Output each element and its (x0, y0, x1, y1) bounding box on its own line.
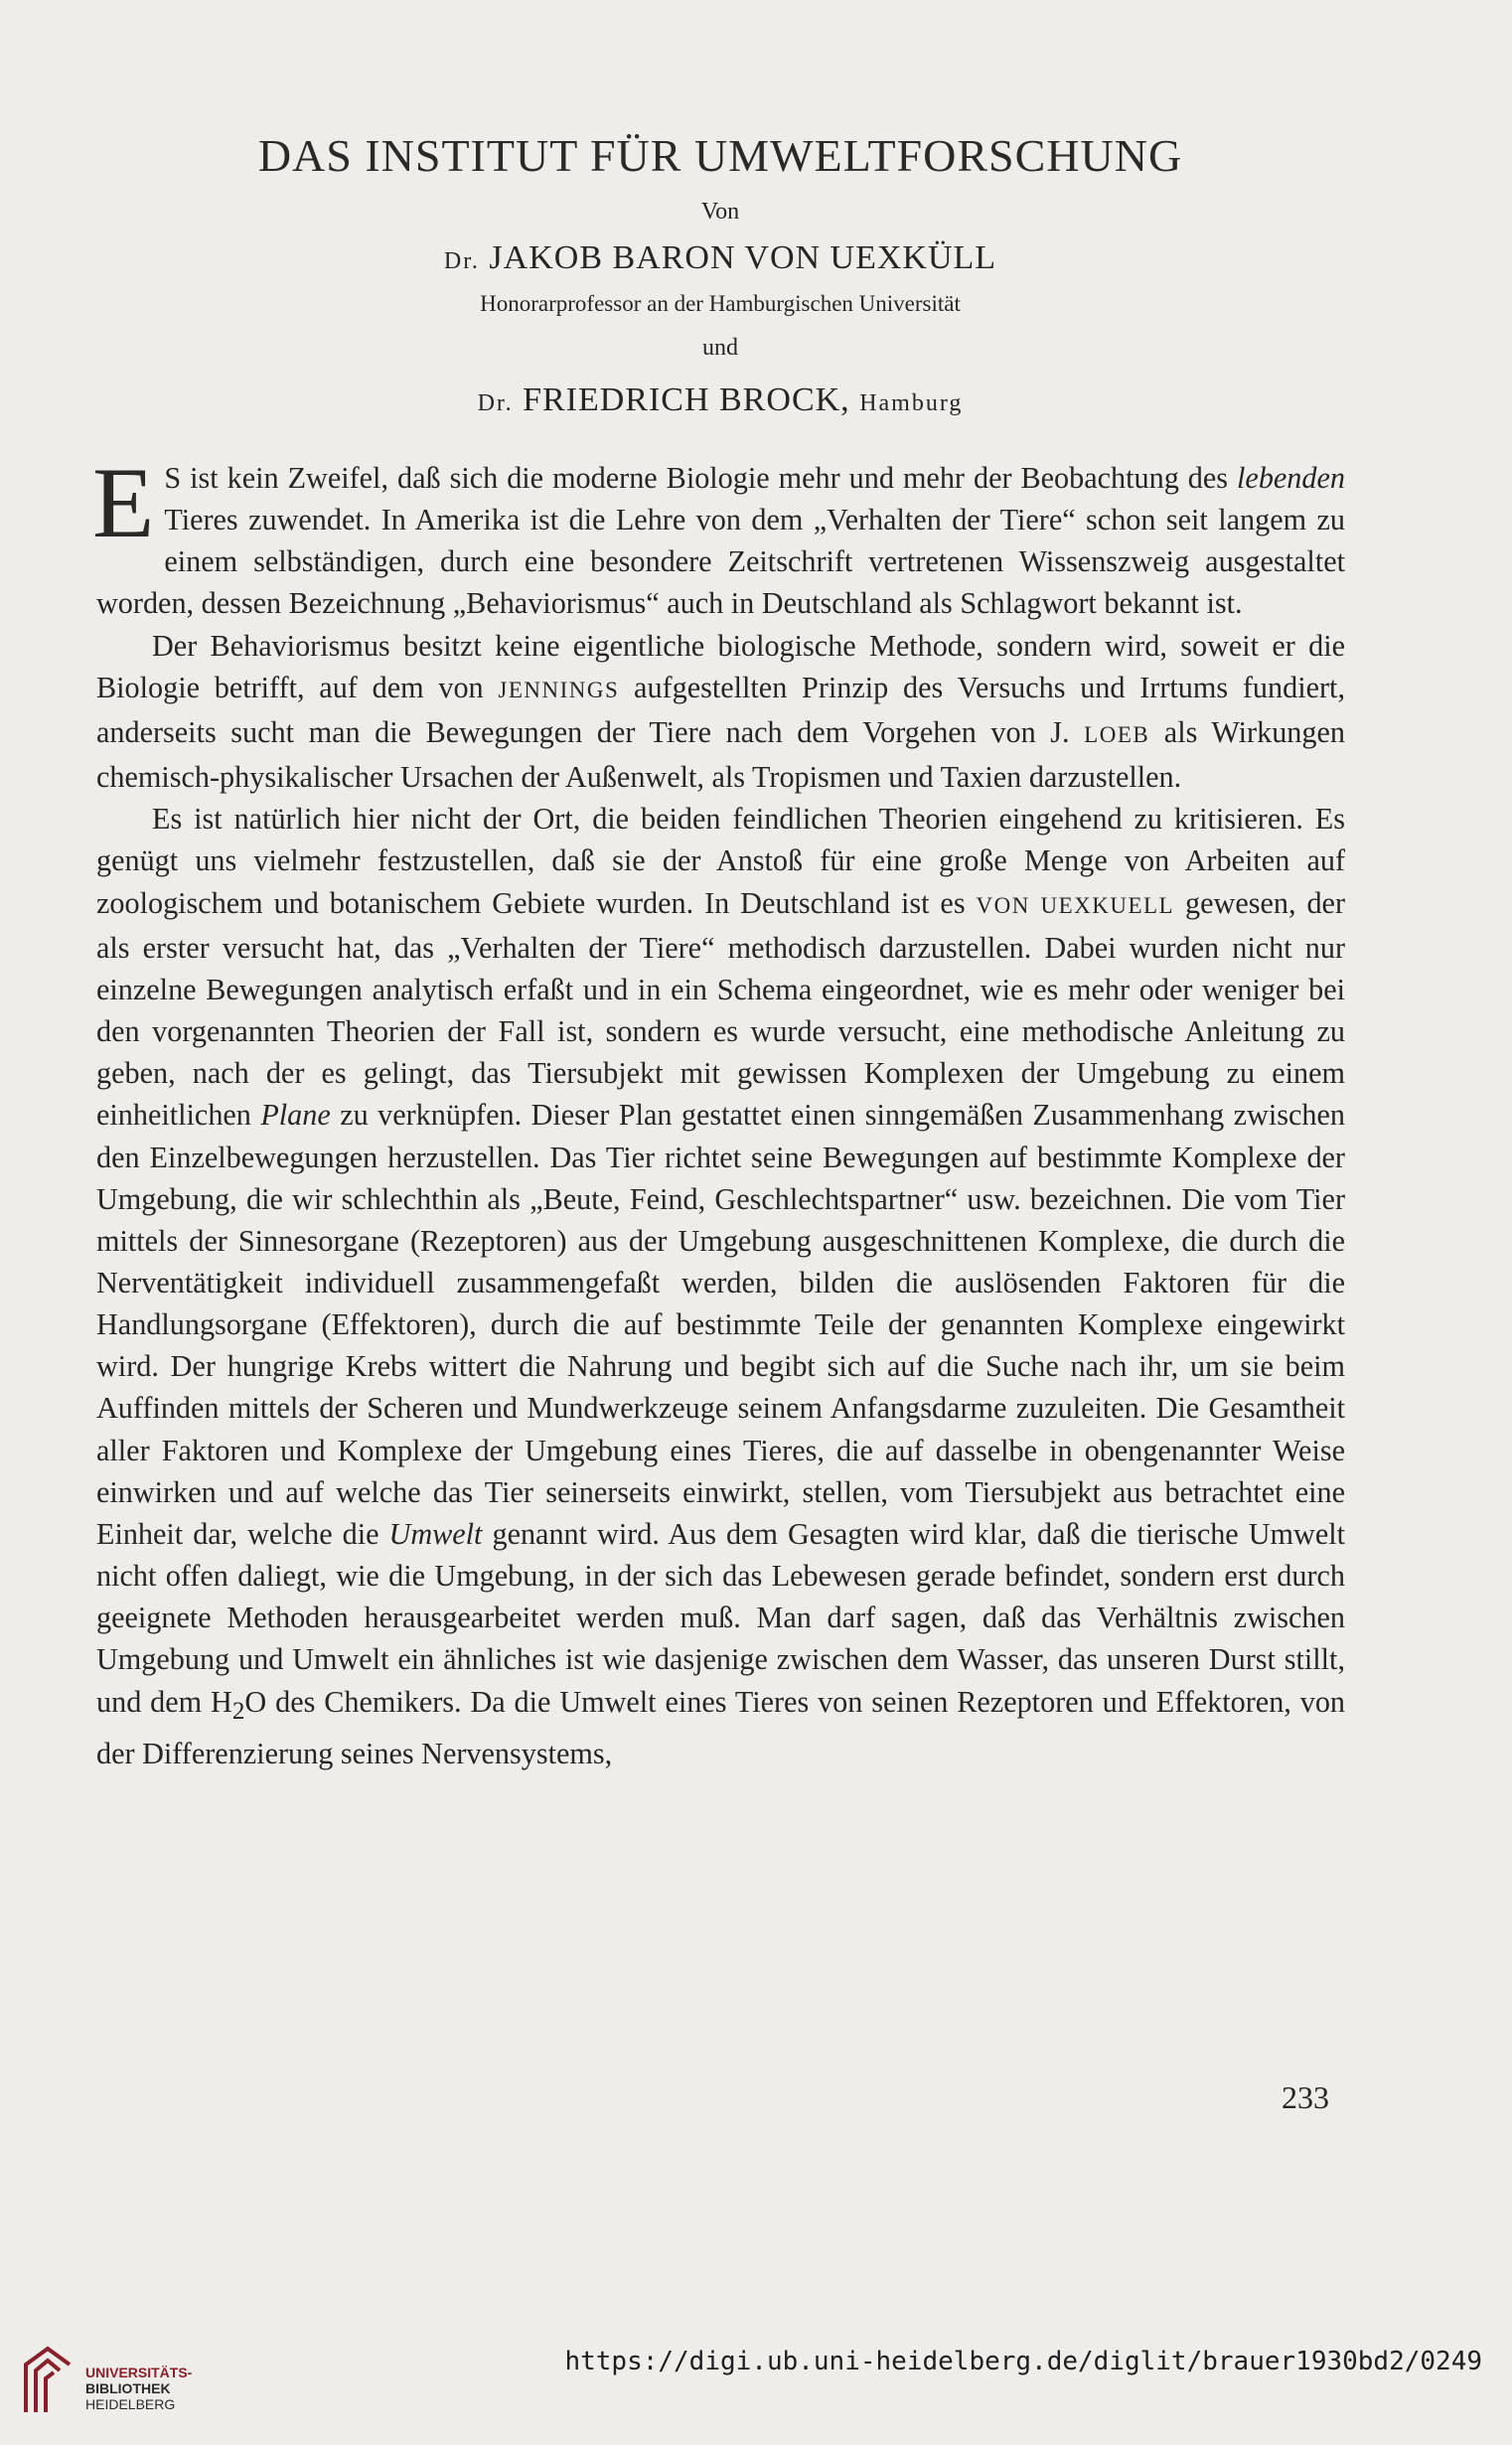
author-2 (0, 382, 1440, 419)
byline-und: und (702, 335, 738, 361)
paragraph-3-italic-plane: Plane (260, 1098, 331, 1133)
author-1-name: JAKOB BARON VON UEXKÜLL (489, 239, 997, 276)
source-url-link[interactable]: https://digi.ub.uni-heidelberg.de/diglit/brauer1930bd2/0249 (564, 2347, 1482, 2376)
article-body (92, 447, 1346, 1774)
subscript-2: 2 (231, 1697, 245, 1725)
paragraph-3-text-e: O des Chemikers. Da die Umwelt eines Tieres von seinen Rezeptoren und Effektoren, von der Differenzierung seines Nervensystems, (96, 1684, 1346, 1770)
drop-cap: E (92, 447, 155, 559)
paragraph-2-text-c: als Wirkungen chemisch-physikalischer Ursachen der Außenwelt, als Tropismen und Taxien darzustellen. (96, 714, 1345, 795)
paragraph-3-text-c: zu verknüpfen. Dieser Plan gestattet einen sinngemäßen Zusammenhang zwischen den Einzelbewegungen herzustellen. Das Tier richtet seine Bewegungen auf bestimmte Komplexe der Umgebung, die wir schlechthin als „Beute, Feind, Geschlechtspartner“ usw. bezeichnen. Die vom Tier mittels der Sinnesorgane (Rezeptoren) aus der Umgebung ausgeschnittenen Komplexe, die durch die Nerventätigkeit individuell zusammengefaßt werden, bilden die auslösenden Faktoren für die Handlungsorgane (Effektoren), durch die auf bestimmte Teile der genannten Komplexe eingewirkt wird. Der hungrige Krebs wittert die Nahrung und begibt sich auf die Suche nach ihr, um sie beim Auffinden mittels der Scheren und Mundwerkzeuge seinem Anfangsdarme zuzuleiten. Die Gesamtheit aller Faktoren und Komplexe der Umgebung eines Tieres, die auf dasselbe in obengenannter Weise einwirken und auf welche das Tier seinerseits einwirkt, stellen, vom Tiersubjekt aus betrachtet eine Einheit dar, welche die (96, 1098, 1345, 1551)
paragraph-3-text-a: Es ist natürlich hier nicht der Ort, die beiden feindlichen Theorien eingehend zu kritisieren. Es genügt uns vielmehr festzustellen, daß sie der Anstoß für eine große Menge von Arbeiten auf zoologischem und botanischem Gebiete wurden. In Deutschland ist es (96, 802, 1345, 920)
library-logo (18, 2343, 217, 2422)
paragraph-3-italic-umwelt: Umwelt (388, 1516, 483, 1551)
page-number: 233 (1282, 2079, 1329, 2115)
paragraph-1-italic: lebenden (1237, 461, 1345, 495)
author-1-affiliation: Honorarprofessor an der Hamburgischen Universität (480, 291, 961, 316)
paragraph-3 (96, 798, 1345, 1774)
paragraph-3-text-d: genannt wird. Aus dem Gesagten wird klar, daß die tierische Umwelt nicht offen daliegt, wie die Umgebung, in der sich das Lebewesen gerade befindet, sondern erst durch geeignete Methoden herausgearbeitet werden muß. Man darf sagen, daß das Verhältnis zwischen Umgebung und Umwelt ein ähnliches ist wie dasjenige zwischen dem Wasser, das unseren Durst stillt, und dem H (96, 1516, 1345, 1719)
paragraph-2-text-a: Der Behaviorismus besitzt keine eigentliche biologische Methode, sondern wird, soweit er die Biologie betrifft, auf dem von (96, 628, 1345, 704)
library-name-line-2: BIBLIOTHEK (85, 2380, 171, 2396)
author-1-prefix: Dr. (443, 248, 480, 274)
author-2-prefix: Dr. (477, 390, 514, 416)
author-1 (0, 239, 1440, 277)
byline-von: Von (700, 199, 740, 225)
paragraph-1-text-b: Tieres zuwendet. In Amerika ist die Lehre von dem „Verhalten der Tiere“ schon seit langem zu einem selbständigen, durch eine besondere Zeitschrift vertretenen Wissenszweig ausgestaltet worden, dessen Bezeichnung „Behaviorismus“ auch in Deutschland als Schlagwort bekannt ist. (96, 503, 1345, 621)
name-jennings: JENNINGS (498, 677, 620, 702)
paragraph-2 (96, 625, 1345, 799)
library-emblem-icon (18, 2343, 77, 2414)
author-2-name: FRIEDRICH BROCK, (523, 382, 850, 418)
paragraph-1-text-a: S ist kein Zweifel, daß sich die moderne Biologie mehr und mehr der Beobachtung des (164, 461, 1238, 495)
paragraph-2-text-b: aufgestellten Prinzip des Versuchs und Irrtums fundiert, anderseits sucht man die Bewegungen der Tiere nach dem Vorgehen von J. (96, 670, 1345, 749)
library-name-line-1: UNIVERSITÄTS- (85, 2365, 193, 2380)
name-loeb: LOEB (1084, 721, 1150, 747)
library-name-line-3: HEIDELBERG (85, 2396, 176, 2412)
paragraph-1 (92, 447, 1345, 625)
article-title: DAS INSTITUT FÜR UMWELTFORSCHUNG (257, 130, 1183, 181)
name-uexkuell: VON UEXKUELL (976, 892, 1175, 918)
paragraph-3-text-b: gewesen, der als erster versucht hat, das „Verhalten der Tiere“ methodisch darzustellen. Dabei wurden nicht nur einzelne Bewegungen analytisch erfaßt und in ein Schema eingeordnet, wie es mehr oder weniger bei den vorgenannten Theorien der Fall ist, sondern es wurde versucht, eine methodische Anleitung zu geben, nach der es gelingt, das Tiersubjekt mit gewissen Komplexen der Umgebung zu einem einheitlichen (96, 885, 1346, 1133)
author-2-place: Hamburg (859, 390, 964, 416)
